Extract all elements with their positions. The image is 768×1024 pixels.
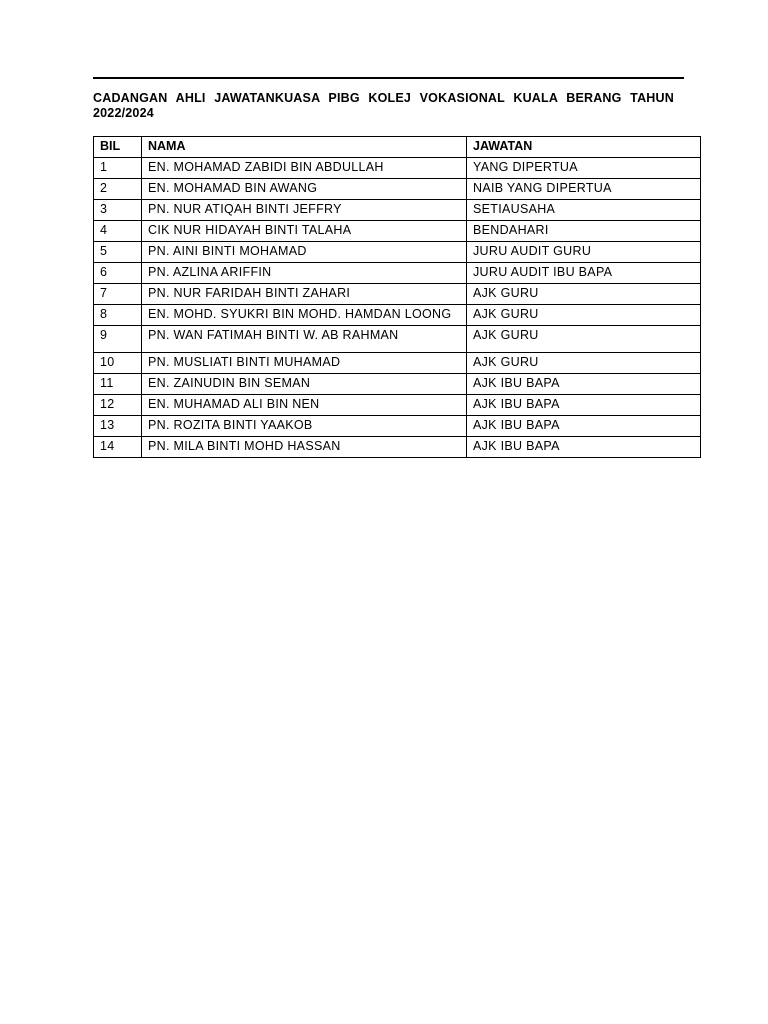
table-row	[94, 395, 701, 416]
cell-jawatan: NAIB YANG DIPERTUA	[467, 179, 701, 200]
cell-bil: 4	[94, 221, 142, 242]
cell-jawatan: AJK IBU BAPA	[467, 437, 701, 458]
cell-nama: EN. MOHAMAD ZABIDI BIN ABDULLAH	[142, 158, 467, 179]
table-row	[94, 437, 701, 458]
table-header-row	[94, 137, 701, 158]
cell-nama: CIK NUR HIDAYAH BINTI TALAHA	[142, 221, 467, 242]
cell-nama: PN. MILA BINTI MOHD HASSAN	[142, 437, 467, 458]
table-row	[94, 374, 701, 395]
table-row	[94, 416, 701, 437]
header-bil: BIL	[94, 137, 142, 158]
cell-jawatan: AJK GURU	[467, 284, 701, 305]
cell-nama: EN. MUHAMAD ALI BIN NEN	[142, 395, 467, 416]
cell-bil: 7	[94, 284, 142, 305]
cell-nama: EN. ZAINUDIN BIN SEMAN	[142, 374, 467, 395]
cell-bil: 2	[94, 179, 142, 200]
cell-bil: 14	[94, 437, 142, 458]
cell-bil: 1	[94, 158, 142, 179]
header-nama: NAMA	[142, 137, 467, 158]
cell-nama: PN. MUSLIATI BINTI MUHAMAD	[142, 353, 467, 374]
cell-nama: PN. AINI BINTI MOHAMAD	[142, 242, 467, 263]
cell-jawatan: AJK GURU	[467, 305, 701, 326]
cell-jawatan: AJK IBU BAPA	[467, 395, 701, 416]
table-row	[94, 221, 701, 242]
cell-bil: 12	[94, 395, 142, 416]
cell-nama: PN. NUR ATIQAH BINTI JEFFRY	[142, 200, 467, 221]
table-row	[94, 326, 701, 353]
cell-nama: PN. AZLINA ARIFFIN	[142, 263, 467, 284]
cell-bil: 10	[94, 353, 142, 374]
cell-jawatan: SETIAUSAHA	[467, 200, 701, 221]
table-row	[94, 284, 701, 305]
cell-bil: 8	[94, 305, 142, 326]
cell-nama: PN. NUR FARIDAH BINTI ZAHARI	[142, 284, 467, 305]
table-row	[94, 305, 701, 326]
cell-nama: EN. MOHD. SYUKRI BIN MOHD. HAMDAN LOONG	[142, 305, 467, 326]
table-row	[94, 200, 701, 221]
cell-jawatan: AJK GURU	[467, 353, 701, 374]
document-title: CADANGAN AHLI JAWATANKUASA PIBG KOLEJ VOKASIONAL KUALA BERANG TAHUN 2022/2024	[93, 91, 674, 120]
cell-bil: 5	[94, 242, 142, 263]
cell-bil: 6	[94, 263, 142, 284]
cell-nama: PN. WAN FATIMAH BINTI W. AB RAHMAN	[142, 326, 467, 353]
cell-jawatan: JURU AUDIT GURU	[467, 242, 701, 263]
table-row	[94, 158, 701, 179]
cell-bil: 3	[94, 200, 142, 221]
cell-bil: 11	[94, 374, 142, 395]
cell-nama: EN. MOHAMAD BIN AWANG	[142, 179, 467, 200]
cell-jawatan: AJK GURU	[467, 326, 701, 353]
cell-bil: 9	[94, 326, 142, 353]
cell-nama: PN. ROZITA BINTI YAAKOB	[142, 416, 467, 437]
cell-jawatan: JURU AUDIT IBU BAPA	[467, 263, 701, 284]
table-row	[94, 353, 701, 374]
cell-bil: 13	[94, 416, 142, 437]
table-row	[94, 263, 701, 284]
table-row	[94, 242, 701, 263]
header-jawatan: JAWATAN	[467, 137, 701, 158]
top-divider	[93, 77, 684, 79]
cell-jawatan: AJK IBU BAPA	[467, 416, 701, 437]
table-row	[94, 179, 701, 200]
cell-jawatan: AJK IBU BAPA	[467, 374, 701, 395]
cell-jawatan: BENDAHARI	[467, 221, 701, 242]
cell-jawatan: YANG DIPERTUA	[467, 158, 701, 179]
committee-table	[93, 136, 701, 458]
